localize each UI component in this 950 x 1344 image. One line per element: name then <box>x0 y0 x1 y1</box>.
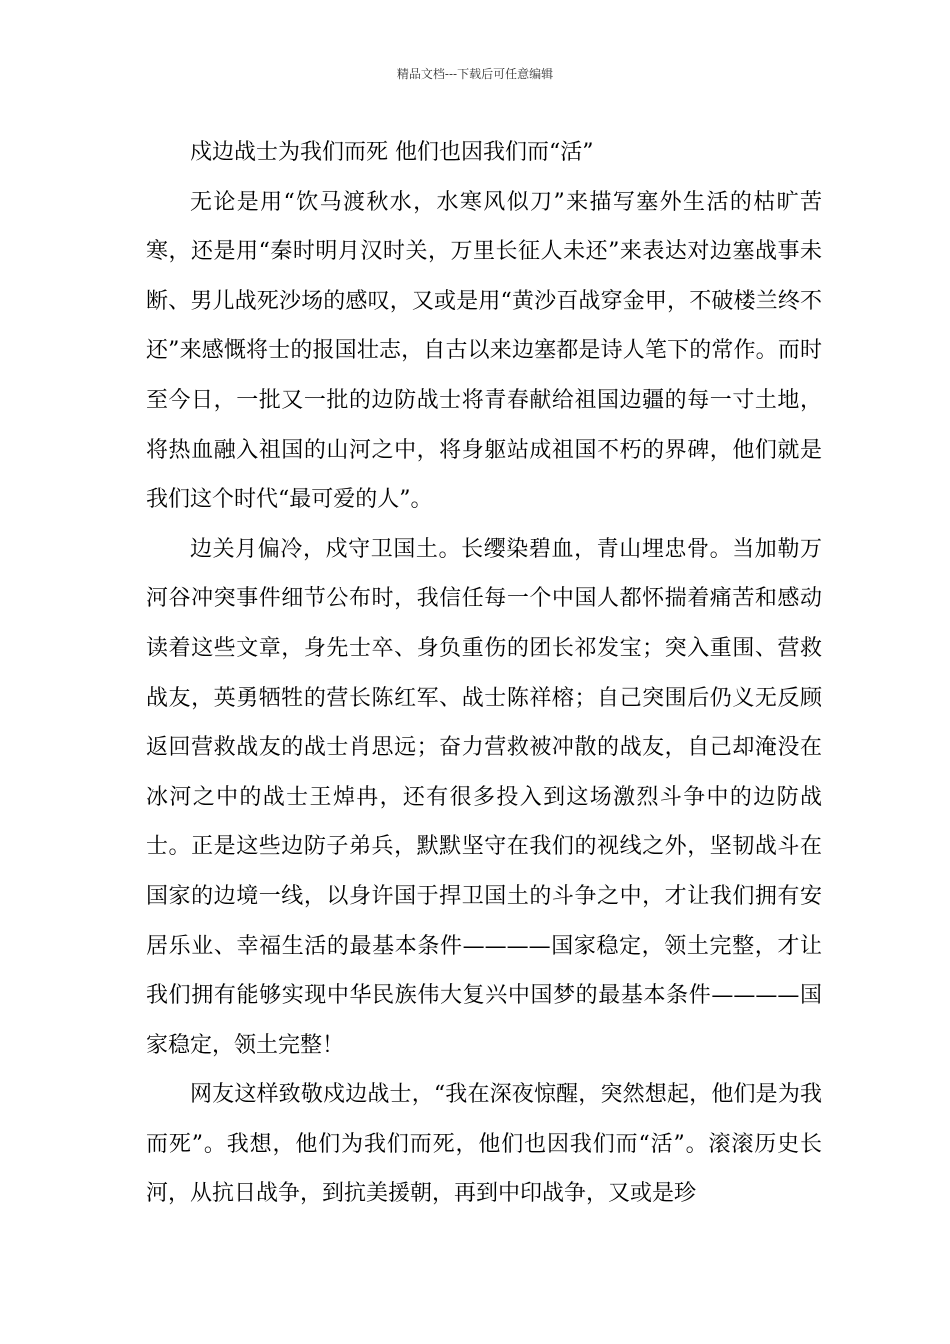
paragraph-1: 无论是用“饮马渡秋水，水寒风似刀”来描写塞外生活的枯旷苦寒，还是用“秦时明月汉时关，万里长征人未还”来表达对边塞战事未断、男儿战死沙场的感叹，又或是用“黄沙百战穿金甲，不破楼兰终不还”来感慨将士的报国壮志，自古以来边塞都是诗人笔下的常作。而时至今日，一批又一批的边防战士将青春献给祖国边疆的每一寸土地，将热血融入祖国的山河之中，将身躯站成祖国不朽的界碑，他们就是我们这个时代“最可爱的人”。 <box>146 189 822 513</box>
paragraph-3: 网友这样致敬戍边战士，“我在深夜惊醒，突然想起，他们是为我而死”。我想，他们为我们而死，他们也因我们而“活”。滚滚历史长河，从抗日战争，到抗美援朝，再到中印战争，又或是珍 <box>146 1082 822 1207</box>
paragraph-2: 边关月偏冷，戍守卫国土。长缨染碧血，青山埋忠骨。当加勒万河谷冲突事件细节公布时，我信任每一个中国人都怀揣着痛苦和感动读着这些文章，身先士卒、身负重伤的团长祁发宝；突入重围、营救战友，英勇牺牲的营长陈红军、战士陈祥榕；自己突围后仍义无反顾返回营救战友的战士肖思远；奋力营救被冲散的战友，自己却淹没在冰河之中的战士王焯冉，还有很多投入到这场激烈斗争中的边防战士。正是这些边防子弟兵，默默坚守在我们的视线之外，坚韧战斗在国家的边境一线，以身许国于捍卫国土的斗争之中，才让我们拥有安居乐业、幸福生活的最基本条件————国家稳定，领土完整，才让我们拥有能够实现中华民族伟大复兴中国梦的最基本条件————国家稳定，领土完整！ <box>146 536 822 1058</box>
page-header: 精品文档---下载后可任意编辑 <box>396 67 554 81</box>
document-body <box>146 128 822 1219</box>
document-title: 戍边战士为我们而死 他们也因我们而“活” <box>190 140 594 165</box>
